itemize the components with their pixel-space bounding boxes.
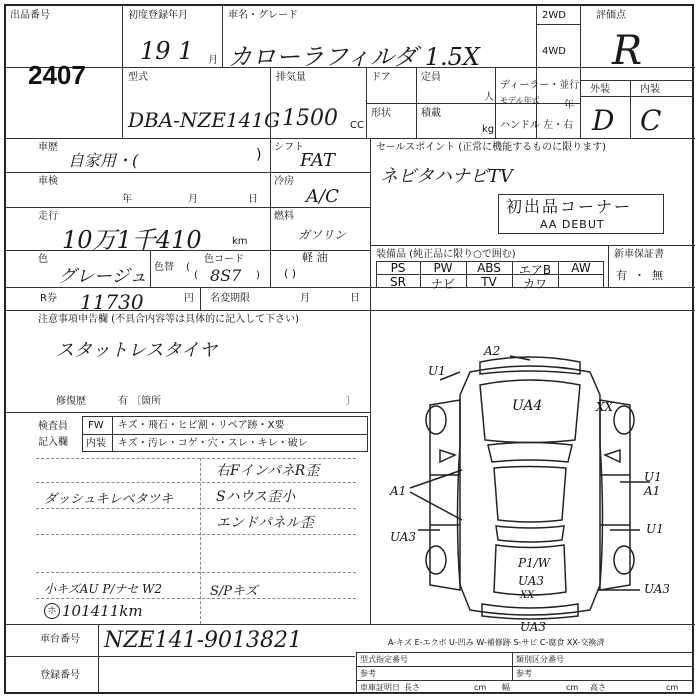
history-close: )	[256, 147, 262, 163]
name-change-label: 名変期限	[210, 293, 250, 304]
diagram-label: P1/W	[518, 556, 551, 570]
color-change-label: 色替	[154, 262, 174, 273]
score-value: R	[612, 28, 643, 74]
equip-navi: ナビ	[430, 277, 455, 291]
mileage-circle-mark: ホ	[44, 603, 60, 619]
exterior-score: D	[592, 104, 615, 137]
sales-point-value: ネビタハナビTV	[380, 166, 513, 187]
inspector-label-1: 検査員	[38, 421, 68, 432]
displacement-label: 排気量	[276, 72, 306, 83]
diagram-label: UA3	[518, 574, 545, 588]
chassis-value: NZE141-9013821	[104, 628, 302, 653]
equip-pw: PW	[433, 261, 453, 275]
warranty-label: 新車保証書	[614, 249, 664, 260]
inspection-day: 日	[248, 194, 258, 205]
inspection-label: 車検	[38, 176, 58, 187]
color-value: グレージュ	[58, 266, 148, 287]
note-left-1: ダッシュキレベタツキ	[44, 492, 174, 507]
ref-label-2: 参考	[516, 669, 532, 678]
load-unit: kg	[482, 124, 495, 135]
model-spec-label: 型式指定番号	[360, 655, 408, 664]
reported-points-value: スタットレスタイヤ	[56, 340, 218, 361]
equip-ps: PS	[390, 261, 406, 275]
recycle-value: 11730	[80, 290, 144, 314]
note-right-4: S/Pキズ	[210, 584, 258, 599]
color-code-close: )	[256, 270, 260, 281]
mileage-value: 10万1千410	[62, 226, 202, 254]
fuel-label: 燃料	[274, 211, 294, 222]
fuel-diesel: 軽 油	[302, 251, 328, 264]
length-label: 長さ	[404, 683, 420, 692]
score-label: 評価点	[596, 10, 626, 21]
equipment-label: 装備品 (純正品に限り○で囲む)	[376, 249, 516, 260]
equip-sr: SR	[390, 275, 406, 289]
note-right-3: エンドパネル歪	[216, 515, 314, 531]
note-right-2: Sハウス歪小	[216, 489, 296, 505]
inspector-label-2: 記入欄	[38, 437, 68, 448]
width-cm: cm	[566, 683, 579, 692]
warranty-sep: ・	[634, 269, 645, 282]
door-label: ドア	[371, 72, 391, 83]
inspection-year: 年	[122, 194, 132, 205]
interior-label: 内装	[640, 84, 660, 95]
shift-label: シフト	[274, 142, 304, 153]
diagram-label: UA3	[390, 530, 417, 544]
diagram-label: XX	[596, 400, 614, 414]
handle-label: ハンドル 左・右	[500, 120, 574, 131]
fuel-paren: ( )	[284, 267, 297, 280]
diagram-label: A1	[390, 484, 407, 498]
repair-value: 有 〔箇所	[118, 396, 162, 407]
month-unit: 月	[208, 55, 218, 66]
first-reg-value: 19 1	[140, 37, 194, 65]
interior-score: C	[640, 104, 662, 137]
ac-label: 冷房	[274, 176, 294, 187]
model-value: DBA-NZE141G	[128, 108, 281, 132]
mileage-note: 101411km	[62, 602, 143, 620]
color-code-paren: (	[194, 270, 198, 281]
recycle-yen: 円	[184, 293, 194, 304]
diagram-label: U1	[428, 364, 446, 378]
diagram-label: UA4	[512, 398, 543, 414]
name-change-day: 日	[350, 293, 360, 304]
color-code-label: 色コード	[204, 254, 244, 265]
fw-items: キズ・飛石・ヒビ割・リペア跡・X要	[118, 420, 285, 431]
damage-legend: A-キズ E-エクボ U-凹み W-補修跡 S-サビ C-腐食 XX-交換済	[388, 638, 605, 647]
equip-aw: AW	[571, 261, 591, 275]
car-grade-label: 車名・グレード	[228, 10, 298, 21]
displacement-unit: CC	[350, 120, 364, 131]
debut-title: 初出品コーナー	[506, 197, 633, 216]
reported-points-label: 注意事項申告欄 (不具合内容等は具体的に記入して下さい)	[38, 314, 299, 325]
sales-point-label: セールスポイント (正常に機能するものに限ります)	[376, 142, 607, 153]
diagram-label: A2	[484, 344, 501, 358]
recycle-label: R券	[40, 293, 57, 304]
drive-4wd: 4WD	[542, 46, 566, 57]
interior-items: キズ・汚レ・コゲ・穴・スレ・キレ・破レ	[118, 438, 308, 449]
registration-label: 登録番号	[40, 670, 80, 681]
color-label: 色	[38, 254, 48, 265]
displacement-value: 1500	[282, 106, 338, 131]
length-cm: cm	[474, 683, 487, 692]
width-label: 幅	[502, 683, 510, 692]
equip-tv: TV	[481, 275, 497, 289]
year-unit: 年	[564, 100, 574, 111]
shift-value: FAT	[300, 150, 335, 171]
color-change-paren: (	[186, 262, 190, 273]
height-label: 高さ	[590, 683, 606, 692]
fuel-value: ガソリン	[298, 228, 347, 242]
mileage-unit: km	[232, 236, 248, 247]
ac-value: A/C	[306, 186, 339, 207]
category-label: 類別区分番号	[516, 655, 564, 664]
chassis-label: 車台番号	[40, 634, 80, 645]
color-code-value: 8S7	[210, 266, 242, 285]
dealer-label: ディーラー・並行	[500, 80, 580, 91]
ref-label-1: 参考	[360, 669, 376, 678]
lot-label: 出品番号	[10, 10, 50, 21]
warranty-yes: 有	[616, 269, 627, 282]
equip-leather: カワ	[522, 277, 547, 291]
capacity-unit: 人	[484, 92, 494, 103]
drive-2wd: 2WD	[542, 10, 566, 21]
history-label: 車歴	[38, 142, 58, 153]
fw-label: FW	[88, 420, 104, 431]
load-label: 積載	[421, 108, 441, 119]
equip-abs: ABS	[477, 261, 501, 275]
exterior-label: 外装	[590, 84, 610, 95]
diagram-label: UA3	[644, 582, 671, 596]
diagram-label: U1	[646, 522, 664, 536]
inspection-month: 月	[188, 194, 198, 205]
model-year-label: モデル年式	[500, 96, 540, 105]
diagram-label: U1	[644, 470, 662, 484]
mileage-label: 走行	[38, 211, 58, 222]
equip-airbag: エアB	[518, 263, 552, 277]
diagram-label: XX	[520, 590, 535, 601]
interior-insp-label: 内装	[86, 438, 106, 449]
repair-close: 〕	[346, 396, 356, 407]
diagram-label: A1	[644, 484, 661, 498]
repair-label: 修復歴	[56, 396, 86, 407]
model-label: 型式	[128, 72, 148, 83]
history-value: 自家用・(	[68, 151, 139, 170]
height-cm: cm	[666, 683, 679, 692]
car-grade-value: カローラフィルダ 1.5X	[228, 43, 481, 71]
note-left-2: 小キズAU P/ナセ W2	[44, 582, 163, 596]
first-reg-label: 初度登録年月	[128, 10, 188, 21]
name-change-month: 月	[300, 293, 310, 304]
lot-number: 2407	[28, 60, 86, 90]
diagram-label: UA3	[520, 620, 547, 634]
debut-sub: AA DEBUT	[540, 218, 605, 231]
shape-label: 形状	[371, 108, 391, 119]
note-right-1: 右FインパネR歪	[216, 463, 320, 479]
capacity-label: 定員	[421, 72, 441, 83]
garage-label: 車庫証明日	[360, 683, 400, 692]
warranty-no: 無	[652, 269, 663, 282]
